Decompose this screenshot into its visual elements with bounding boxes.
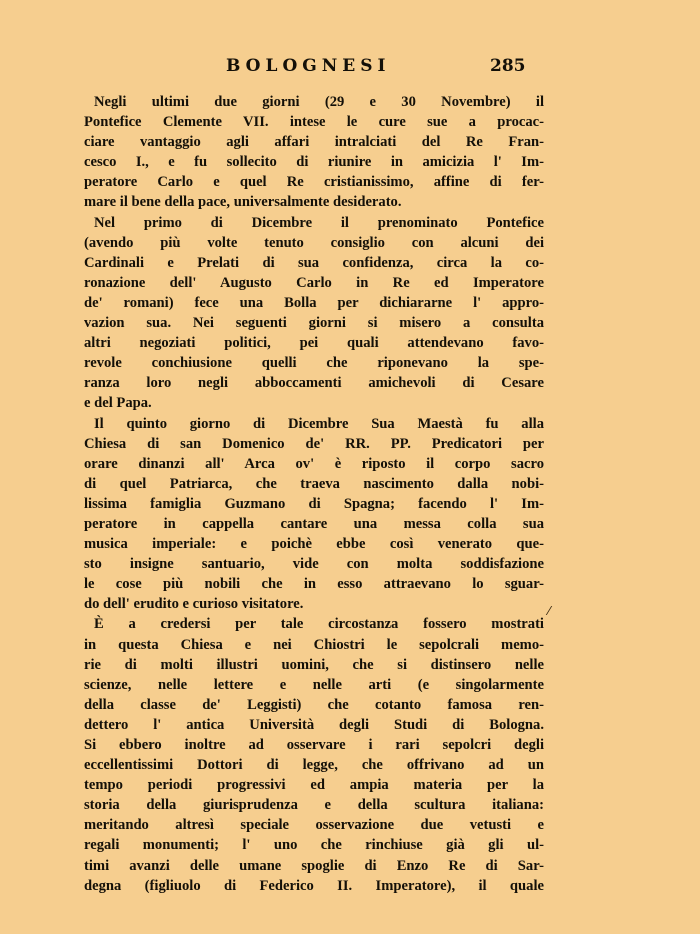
page-header bbox=[0, 52, 700, 82]
text-line: le cose più nobili che in esso attraevano lo sguar- bbox=[84, 576, 544, 593]
text-line: ronazione dell' Augusto Carlo in Re ed Imperatore bbox=[84, 274, 544, 291]
text-line: peratore in cappella cantare una messa colla sua bbox=[84, 515, 544, 532]
text-line: storia della giurisprudenza e della scultura italiana: bbox=[84, 797, 544, 814]
text-line: Si ebbero inoltre ad osservare i rari sepolcri degli bbox=[84, 737, 544, 753]
text-line: Negli ultimi due giorni (29 e 30 Novembre) il bbox=[94, 94, 544, 110]
text-line: meritando altresì speciale osservazione due vetusti e bbox=[84, 817, 544, 834]
text-line: È a credersi per tale circostanza fossero mostrati bbox=[94, 616, 544, 633]
text-line: Pontefice Clemente VII. intese le cure sue a procac- bbox=[84, 114, 544, 131]
text-line: rie di molti illustri uomini, che si distinsero nelle bbox=[84, 656, 544, 673]
text-line: mare il bene della pace, universalmente desiderato. bbox=[84, 194, 402, 211]
text-line: revole conchiusione quelli che riponevano la spe- bbox=[84, 355, 544, 372]
text-line: scienze, nelle lettere e nelle arti (e singolarmente bbox=[84, 676, 544, 693]
text-line: sto insigne santuario, vide con molta soddisfazione bbox=[84, 556, 544, 573]
running-title: BOLOGNESI bbox=[226, 56, 391, 76]
text-line: orare dinanzi all' Arca ov' è riposto il corpo sacro bbox=[84, 455, 544, 472]
text-line: degna (figliuolo di Federico II. Imperatore), il quale bbox=[84, 877, 544, 894]
body-text bbox=[84, 92, 544, 896]
text-line: Nel primo di Dicembre il prenominato Pontefice bbox=[94, 214, 544, 231]
text-line: musica imperiale: e poichè ebbe così venerato que- bbox=[84, 536, 544, 553]
text-line: ranza loro negli abboccamenti amichevoli di Cesare bbox=[84, 375, 544, 392]
text-line: cesco I., e fu sollecito di riunire in amicizia l' Im- bbox=[84, 154, 544, 171]
text-line: vazion sua. Nei seguenti giorni si misero a consulta bbox=[84, 315, 544, 332]
text-line: Chiesa di san Domenico de' RR. PP. Predicatori per bbox=[84, 435, 544, 452]
page-number: 285 bbox=[490, 56, 526, 76]
text-line: peratore Carlo e quel Re cristianissimo, affine di fer- bbox=[84, 174, 544, 191]
text-line: della classe de' Leggisti) che cotanto famosa ren- bbox=[84, 696, 544, 713]
text-line: eccellentissimi Dottori di legge, che offrivano ad un bbox=[84, 757, 544, 774]
text-line: in questa Chiesa e nei Chiostri le sepolcrali memo- bbox=[84, 636, 544, 653]
text-line: Cardinali e Prelati di sua confidenza, circa la co- bbox=[84, 254, 544, 271]
text-line: dettero l' antica Università degli Studi di Bologna. bbox=[84, 716, 544, 733]
text-line: altri negoziati politici, pei quali attendevano favo- bbox=[84, 335, 544, 352]
text-line: Il quinto giorno di Dicembre Sua Maestà fu alla bbox=[94, 415, 544, 432]
text-line: de' romani) fece una Bolla per dichiararne l' appro- bbox=[84, 294, 544, 311]
text-line: regali monumenti; l' uno che rinchiuse già gli ul- bbox=[84, 837, 544, 854]
text-line: e del Papa. bbox=[84, 395, 152, 412]
text-line: ciare vantaggio agli affari intralciati del Re Fran- bbox=[84, 134, 544, 151]
margin-mark: ⁄ bbox=[548, 604, 551, 618]
text-line: lissima famiglia Guzmano di Spagna; facendo l' Im- bbox=[84, 495, 544, 512]
text-line: timi avanzi delle umane spoglie di Enzo Re di Sar- bbox=[84, 857, 544, 874]
text-line: do dell' erudito e curioso visitatore. bbox=[84, 596, 304, 613]
text-line: di quel Patriarca, che traeva nascimento dalla nobi- bbox=[84, 475, 544, 492]
text-line: tempo periodi progressivi ed ampia materia per la bbox=[84, 777, 544, 794]
text-line: (avendo più volte tenuto consiglio con alcuni dei bbox=[84, 234, 544, 251]
